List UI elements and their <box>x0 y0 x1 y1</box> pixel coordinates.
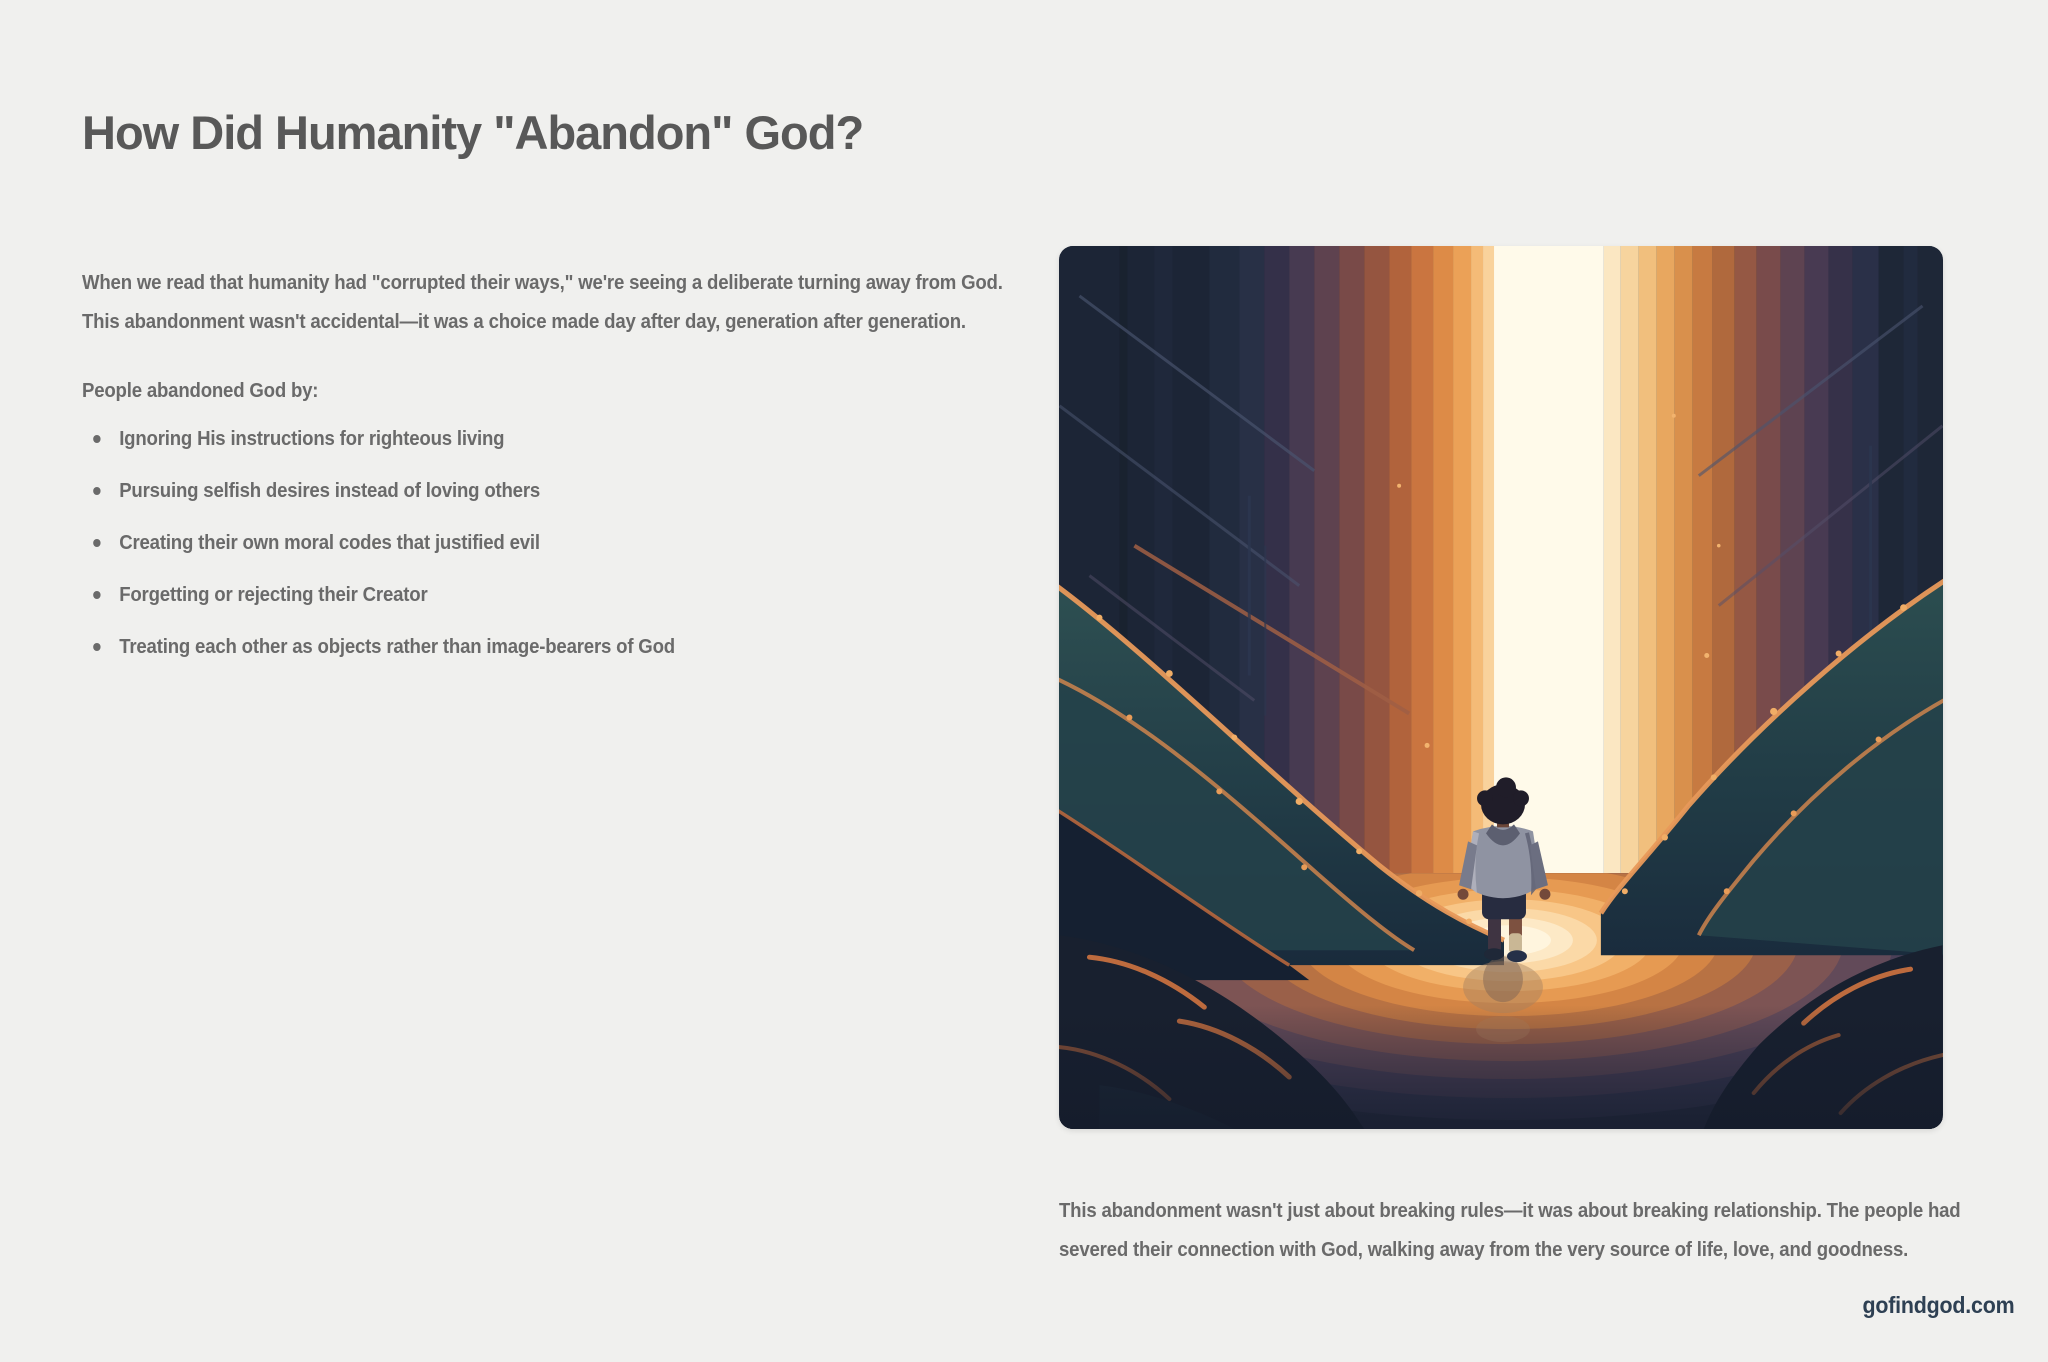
abandon-list <box>82 420 1040 680</box>
list-intro: People abandoned God by: <box>82 380 319 402</box>
bullet-dot-icon <box>93 539 100 547</box>
hero-illustration <box>1059 246 1943 1129</box>
list-item-text: Pursuing selfish desires instead of loving others <box>119 480 541 502</box>
list-item-text: Forgetting or rejecting their Creator <box>119 584 428 606</box>
hero-illustration-card <box>1059 246 1943 1129</box>
list-item-text: Treating each other as objects rather than image-bearers of God <box>119 636 675 658</box>
bullet-dot-icon <box>93 643 100 651</box>
bullet-dot-icon <box>93 435 100 443</box>
list-item-text: Creating their own moral codes that justified evil <box>119 532 540 554</box>
list-item <box>82 628 1040 667</box>
list-item <box>82 576 1040 615</box>
page-title: How Did Humanity "Abandon" God? <box>82 106 864 160</box>
list-item-text: Ignoring His instructions for righteous living <box>119 428 505 450</box>
bullet-dot-icon <box>93 591 100 599</box>
watermark: gofindgod.com <box>1861 1292 2014 1318</box>
list-item <box>82 524 1040 563</box>
intro-paragraph: When we read that humanity had "corrupted their ways," we're seeing a deliberate turning away from God. This abandonment wasn't accidental—it was a choice made day after day, generation after generation. <box>82 272 1003 333</box>
list-item <box>82 472 1040 511</box>
bullet-dot-icon <box>93 487 100 495</box>
image-caption: This abandonment wasn't just about breaking rules—it was about breaking relationship. The people had severed their connection with God, walking away from the very source of life, love, and goodness. <box>1059 1200 1961 1261</box>
list-item <box>82 420 1040 459</box>
